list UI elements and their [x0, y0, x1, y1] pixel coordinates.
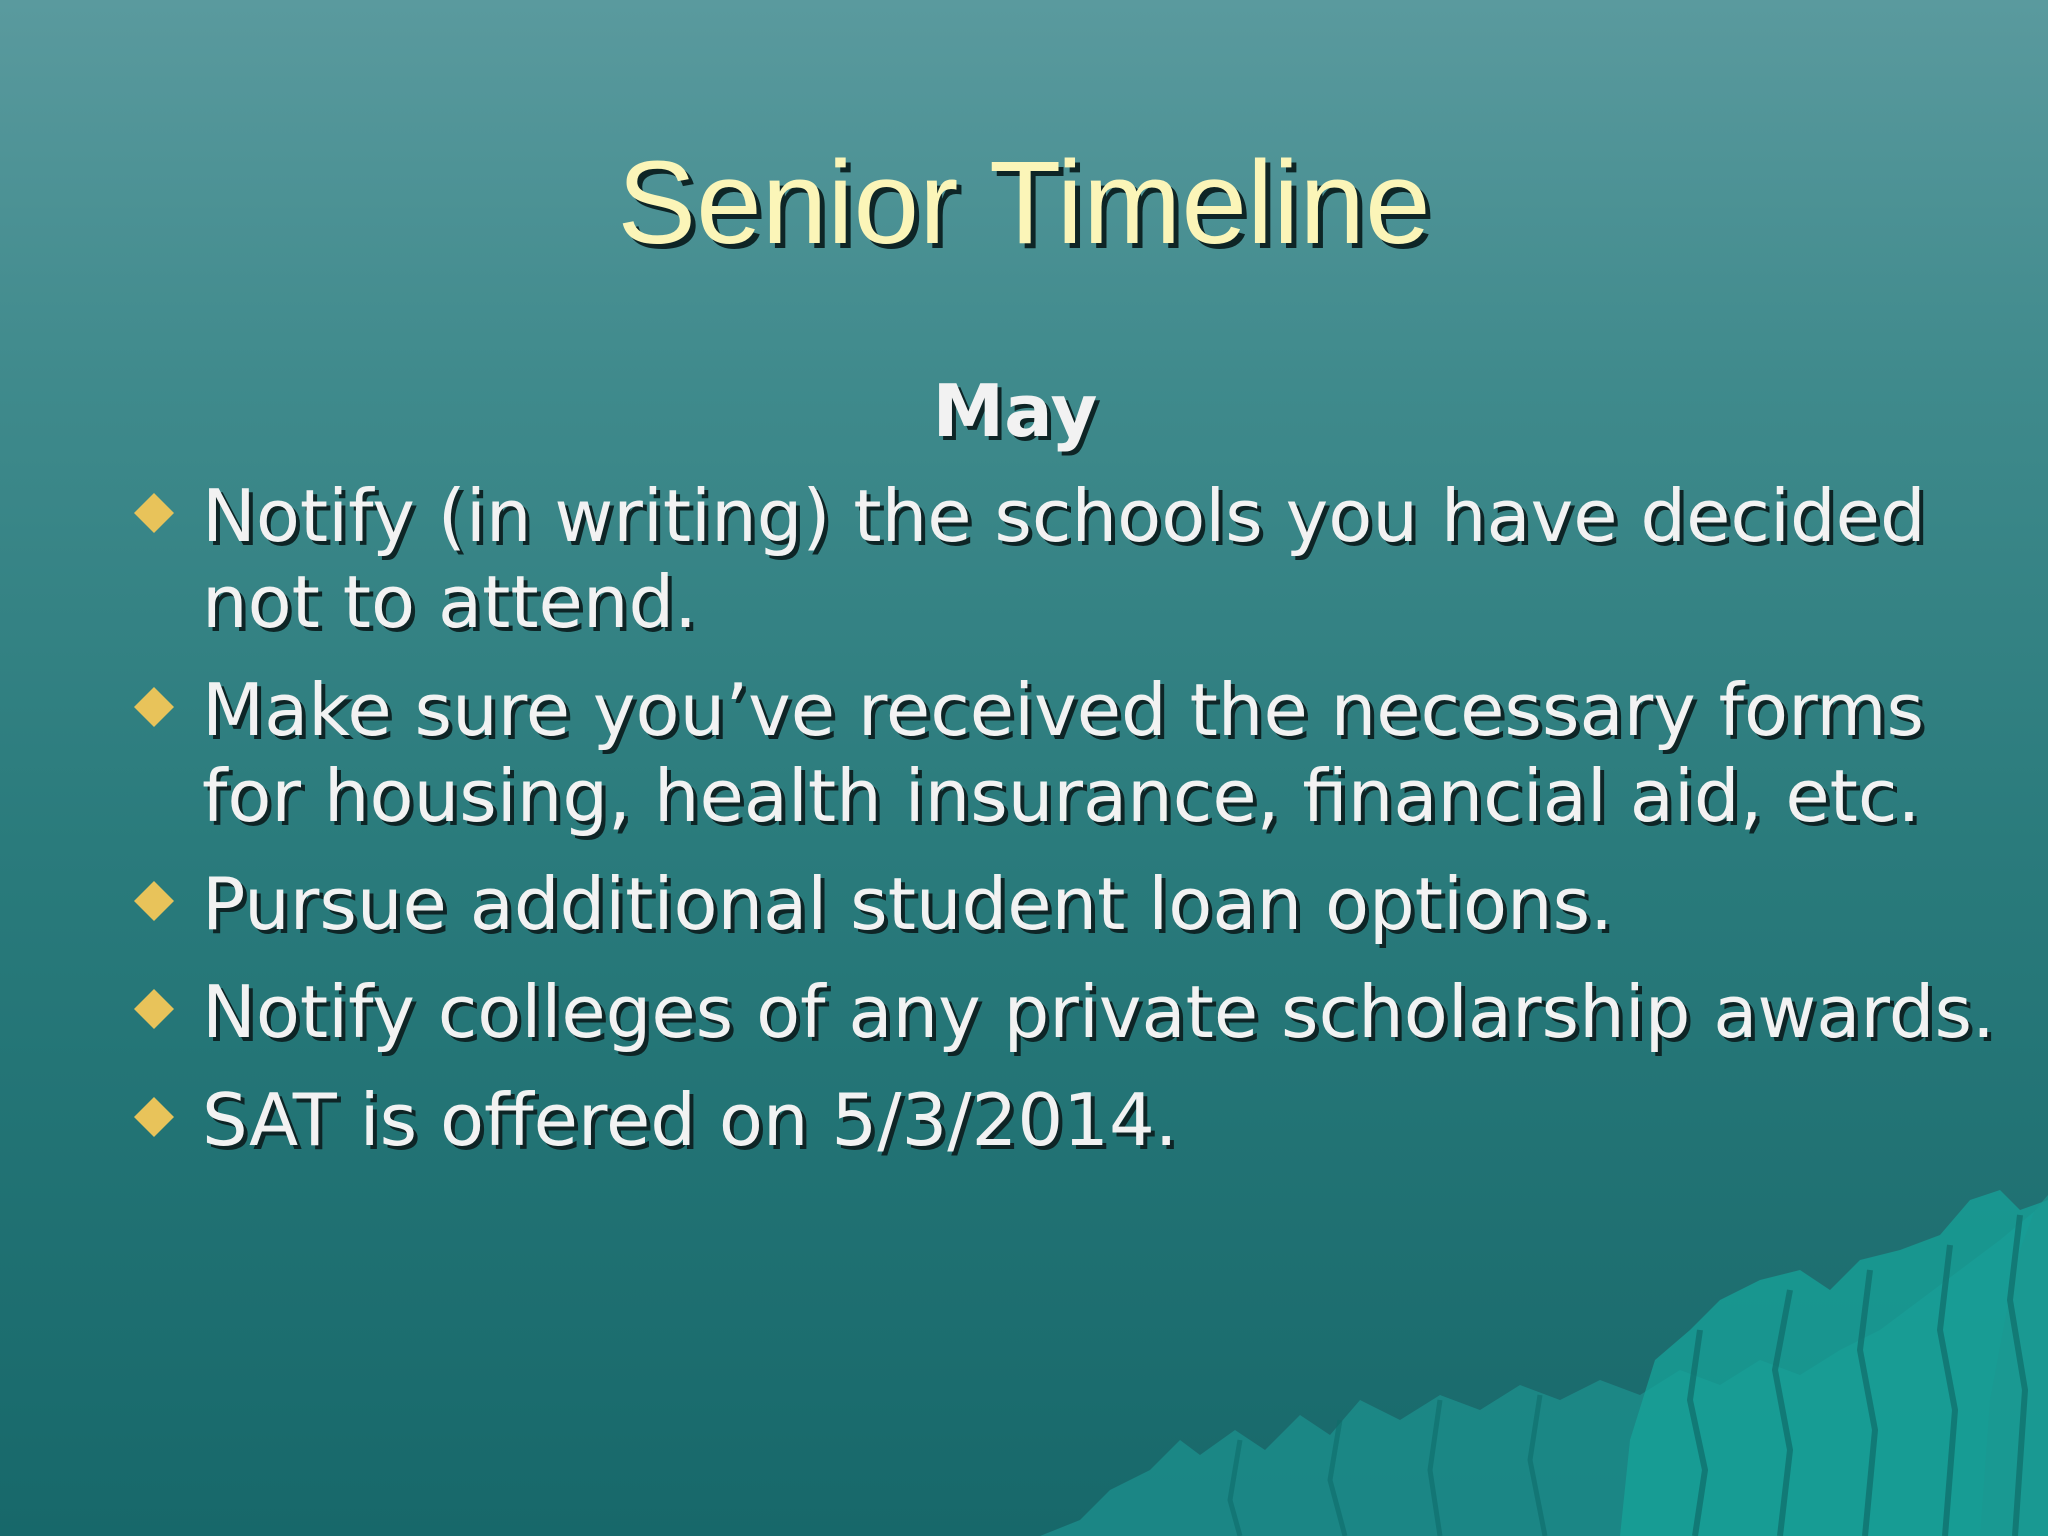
diamond-bullet-icon — [132, 879, 176, 923]
bullet-text: Notify colleges of any private scholarship awards. — [202, 970, 1995, 1054]
list-item — [128, 861, 2002, 947]
list-item — [128, 969, 2002, 1055]
list-item — [128, 667, 2002, 839]
diamond-bullet-icon — [132, 491, 176, 535]
slide-title: Senior Timeline — [617, 137, 1431, 269]
bullet-text: SAT is offered on 5/3/2014. — [202, 1078, 1178, 1162]
bullet-text: Notify (in writing) the schools you have decided not to attend. — [202, 474, 1926, 644]
diamond-bullet-icon — [132, 987, 176, 1031]
bullet-text: Pursue additional student loan options. — [202, 862, 1614, 946]
slide-subtitle: May — [932, 369, 1098, 453]
bullet-list — [128, 473, 1995, 1185]
diamond-bullet-icon — [132, 1095, 176, 1139]
bullet-text: Make sure you’ve received the necessary forms for housing, health insurance, financial aid, etc. — [202, 668, 1925, 838]
diamond-bullet-icon — [132, 685, 176, 729]
list-item — [128, 1077, 2002, 1163]
list-item — [128, 473, 2002, 645]
